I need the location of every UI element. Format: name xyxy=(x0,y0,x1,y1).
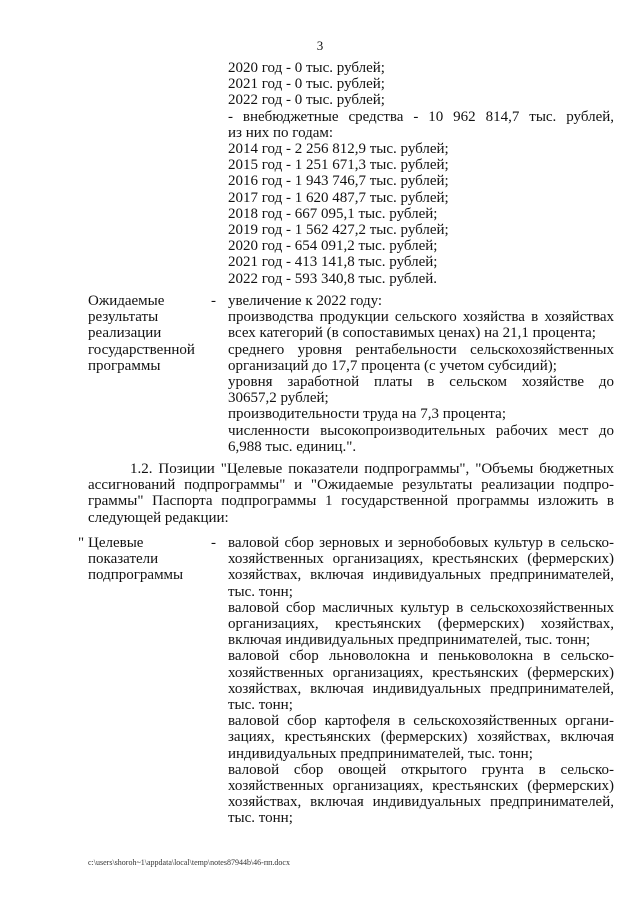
expected-results-text xyxy=(228,293,614,455)
label-line: Целевые xyxy=(88,535,144,551)
label-line: реализации xyxy=(88,325,162,342)
funding-by-year-list xyxy=(228,60,614,287)
list-line: - внебюджетные средства - 10 962 814,7 тыс. рублей, xyxy=(228,108,614,125)
list-line: 2018 год - 667 095,1 тыс. рублей; xyxy=(228,205,438,222)
list-line: 2021 год - 413 141,8 тыс. рублей; xyxy=(228,254,438,271)
text-line: 6,988 тыс. единиц.". xyxy=(228,438,357,455)
paragraph-line: 1.2. Позиции "Целевые показатели подпрограммы", "Объемы бюджетных xyxy=(130,461,614,477)
expected-results-dash: - xyxy=(211,293,216,309)
text-line: 30657,2 рублей; xyxy=(228,390,329,407)
label-line: показатели xyxy=(88,551,159,568)
label-line: Ожидаемые xyxy=(88,293,165,309)
text-line: тыс. тонн; xyxy=(228,697,293,714)
label-line: результаты xyxy=(88,309,159,326)
text-line: среднего уровня рентабельности сельскохозяйственных xyxy=(228,341,614,358)
list-line: 2014 год - 2 256 812,9 тыс. рублей; xyxy=(228,141,449,158)
label-line: государственной xyxy=(88,341,195,358)
target-indicators-dash: - xyxy=(211,535,216,551)
target-indicators-text xyxy=(228,535,614,827)
text-line: включая индивидуальных предпринимателей, тыс. тонн; xyxy=(228,632,591,649)
text-line: хозяйствах, включая индивидуальных предпринимателей, xyxy=(228,680,614,697)
paragraph-line: ассигнований подпрограммы" и "Ожидаемые результаты реализации подпро- xyxy=(88,477,614,494)
text-line: хозяйствах, включая индивидуальных предпринимателей, xyxy=(228,567,614,584)
text-line: производительности труда на 7,3 процента; xyxy=(228,406,506,423)
text-line: зациях, крестьянских (фермерских) хозяйствах, включая xyxy=(228,729,614,746)
text-line: валовой сбор масличных культур в сельскохозяйственных xyxy=(228,599,614,616)
text-line: индивидуальных предпринимателей, тыс. тонн; xyxy=(228,745,533,762)
text-line: производства продукции сельского хозяйства в хозяйствах xyxy=(228,309,614,326)
text-line: хозяйственных организациях, крестьянских (фермерских) xyxy=(228,778,614,795)
list-line: 2021 год - 0 тыс. рублей; xyxy=(228,76,385,93)
list-line: 2017 год - 1 620 487,7 тыс. рублей; xyxy=(228,189,449,206)
list-line: 2022 год - 593 340,8 тыс. рублей. xyxy=(228,270,438,287)
list-line: 2016 год - 1 943 746,7 тыс. рублей; xyxy=(228,173,449,190)
list-line: из них по годам: xyxy=(228,124,334,141)
text-line: тыс. тонн; xyxy=(228,810,293,827)
text-line: хозяйствах, включая индивидуальных предпринимателей, xyxy=(228,794,614,811)
text-line: увеличение к 2022 году: xyxy=(228,293,383,309)
label-line: подпрограммы xyxy=(88,567,184,584)
text-line: уровня заработной платы в сельском хозяйстве до xyxy=(228,374,614,391)
section-1-2-paragraph xyxy=(88,461,614,526)
target-indicators-label xyxy=(88,535,213,584)
file-path-footer: c:\users\shoroh~1\appdata\local\temp\notes87944b\46-пп.docx xyxy=(88,858,290,867)
text-line: валовой сбор льноволокна и пеньковолокна в сельско- xyxy=(228,648,614,665)
page-number: 3 xyxy=(316,38,324,53)
expected-results-label xyxy=(88,293,213,374)
text-line: всех категорий (в сопоставимых ценах) на 21,1 процента; xyxy=(228,325,596,342)
text-line: численности высокопроизводительных рабочих мест до xyxy=(228,422,614,439)
text-line: валовой сбор зерновых и зернобобовых культур в сельско- xyxy=(228,535,614,551)
text-line: организациях, крестьянских (фермерских) хозяйствах, xyxy=(228,616,614,633)
text-line: валовой сбор картофеля в сельскохозяйственных органи- xyxy=(228,713,614,730)
list-line: 2020 год - 654 091,2 тыс. рублей; xyxy=(228,238,438,255)
text-line: хозяйственных организациях, крестьянских (фермерских) xyxy=(228,551,614,568)
text-line: хозяйственных организациях, крестьянских (фермерских) xyxy=(228,664,614,681)
list-line: 2015 год - 1 251 671,3 тыс. рублей; xyxy=(228,157,449,174)
list-line: 2020 год - 0 тыс. рублей; xyxy=(228,60,385,76)
text-line: тыс. тонн; xyxy=(228,583,293,600)
text-line: организаций до 17,7 процента (с учетом субсидий); xyxy=(228,357,557,374)
list-line: 2022 год - 0 тыс. рублей; xyxy=(228,92,385,109)
paragraph-line: следующей редакции: xyxy=(88,509,229,526)
list-line: 2019 год - 1 562 427,2 тыс. рублей; xyxy=(228,222,449,239)
text-line: валовой сбор овощей открытого грунта в сельско- xyxy=(228,761,614,778)
label-line: программы xyxy=(88,357,161,374)
opening-quote: " xyxy=(78,535,85,551)
paragraph-line: граммы" Паспорта подпрограммы 1 государственной программы изложить в xyxy=(88,493,614,510)
